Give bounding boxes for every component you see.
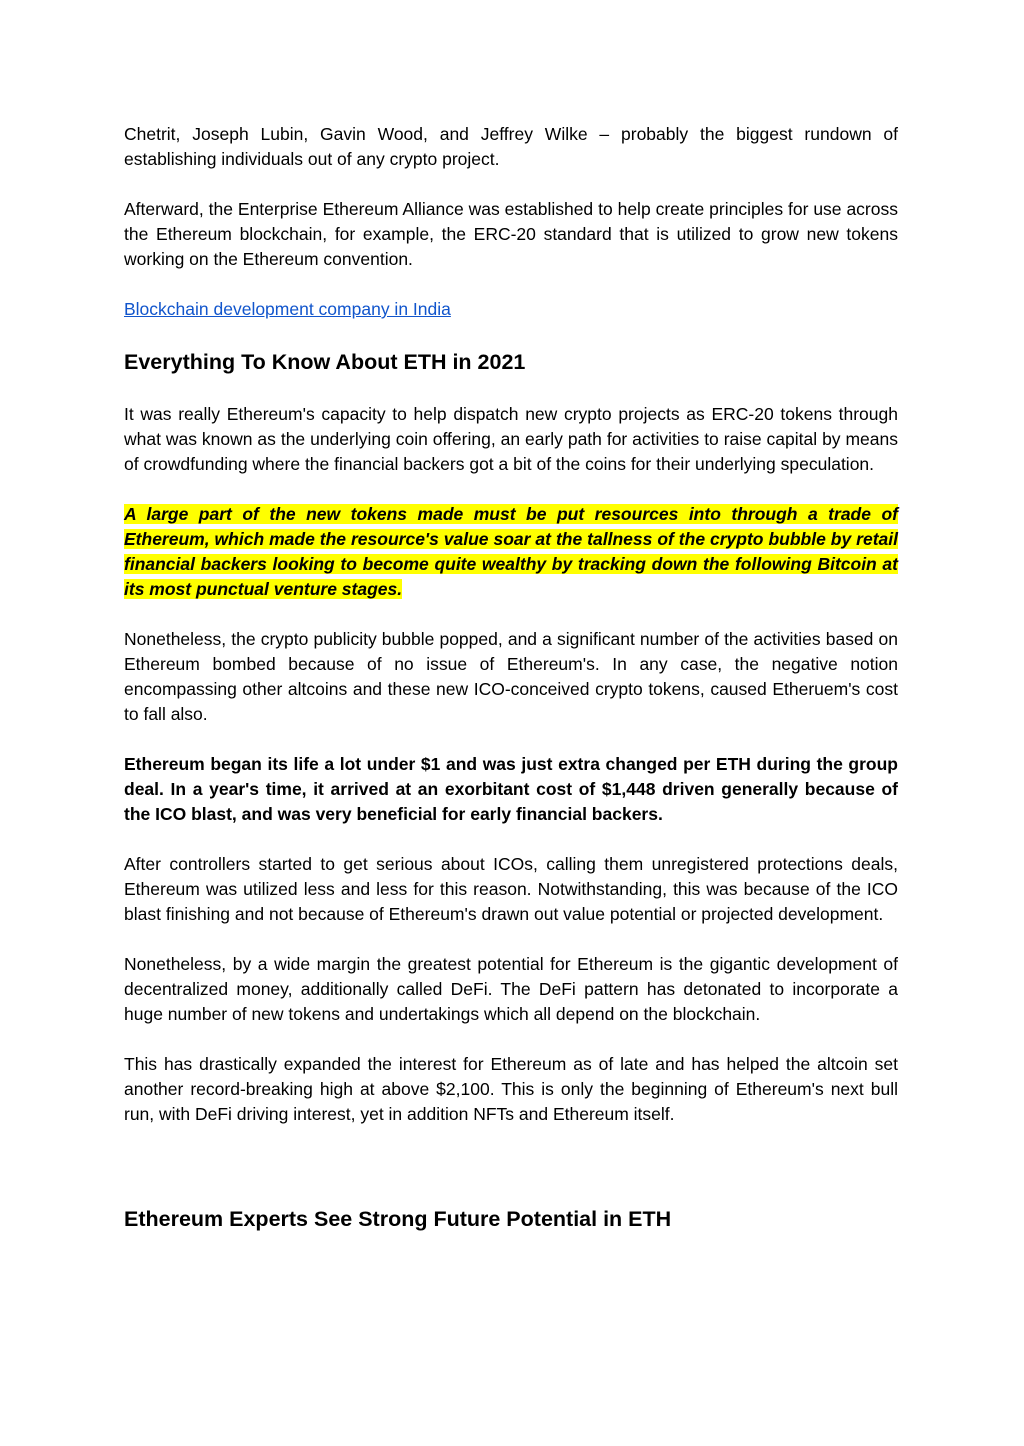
blockchain-company-link[interactable]: Blockchain development company in India <box>124 299 451 319</box>
paragraph-spacer <box>124 1027 898 1052</box>
paragraph-spacer <box>124 477 898 502</box>
highlighted-text: A large part of the new tokens made must be put resources into through a trade of Ethereum, which made the resource's value soar at the tallness of the crypto bubble by retail financial backers looking to become quite wealthy by tracking down the following Bitcoin at its most punctual venture stages. <box>124 504 898 599</box>
heading-experts: Ethereum Experts See Strong Future Potential in ETH <box>124 1207 672 1231</box>
document-page <box>124 122 898 1234</box>
paragraph-founders: Chetrit, Joseph Lubin, Gavin Wood, and Jeffrey Wilke – probably the biggest rundown of establishing individuals out of any crypto project. <box>124 124 898 169</box>
paragraph-spacer <box>124 322 898 347</box>
paragraph-spacer <box>124 727 898 752</box>
bold-paragraph-eth-price: Ethereum began its life a lot under $1 and was just extra changed per ETH during the group deal. In a year's time, it arrived at an exorbitant cost of $1,448 driven generally because of the ICO blast, and was very beneficial for early financial backers. <box>124 754 898 824</box>
paragraph-defi-potential: Nonetheless, by a wide margin the greatest potential for Ethereum is the gigantic development of decentralized money, additionally called DeFi. The DeFi pattern has detonated to incorporate a huge number of new tokens and undertakings which all depend on the blockchain. <box>124 954 898 1024</box>
paragraph-bubble-popped: Nonetheless, the crypto publicity bubble popped, and a significant number of the activities based on Ethereum bombed because of no issue of Ethereum's. In any case, the negative notion encompassing other altcoins and these new ICO-conceived crypto tokens, caused Etheruem's cost to fall also. <box>124 629 898 724</box>
link-paragraph <box>124 297 898 322</box>
paragraph-spacer <box>124 172 898 197</box>
paragraph-spacer <box>124 927 898 952</box>
paragraph-spacer <box>124 272 898 297</box>
paragraph-spacer <box>124 377 898 402</box>
paragraph-spacer <box>124 602 898 627</box>
heading-everything-to-know: Everything To Know About ETH in 2021 <box>124 350 526 374</box>
section-spacer <box>124 1127 898 1204</box>
highlighted-paragraph <box>124 502 898 602</box>
paragraph-record-high: This has drastically expanded the interest for Ethereum as of late and has helped the altcoin set another record-breaking high at above $2,100. This is only the beginning of Ethereum's next bull run, with DeFi driving interest, yet in addition NFTs and Ethereum itself. <box>124 1054 898 1124</box>
paragraph-spacer <box>124 827 898 852</box>
paragraph-erc20-ico: It was really Ethereum's capacity to help dispatch new crypto projects as ERC-20 tokens through what was known as the underlying coin offering, an early path for activities to raise capital by means of crowdfunding where the financial backers got a bit of the coins for their underlying speculation. <box>124 404 898 474</box>
paragraph-enterprise-alliance: Afterward, the Enterprise Ethereum Alliance was established to help create principles for use across the Ethereum blockchain, for example, the ERC-20 standard that is utilized to grow new tokens working on the Ethereum convention. <box>124 199 898 269</box>
paragraph-controllers: After controllers started to get serious about ICOs, calling them unregistered protections deals, Ethereum was utilized less and less for this reason. Notwithstanding, this was because of the ICO blast finishing and not because of Ethereum's drawn out value potential or projected development. <box>124 854 898 924</box>
